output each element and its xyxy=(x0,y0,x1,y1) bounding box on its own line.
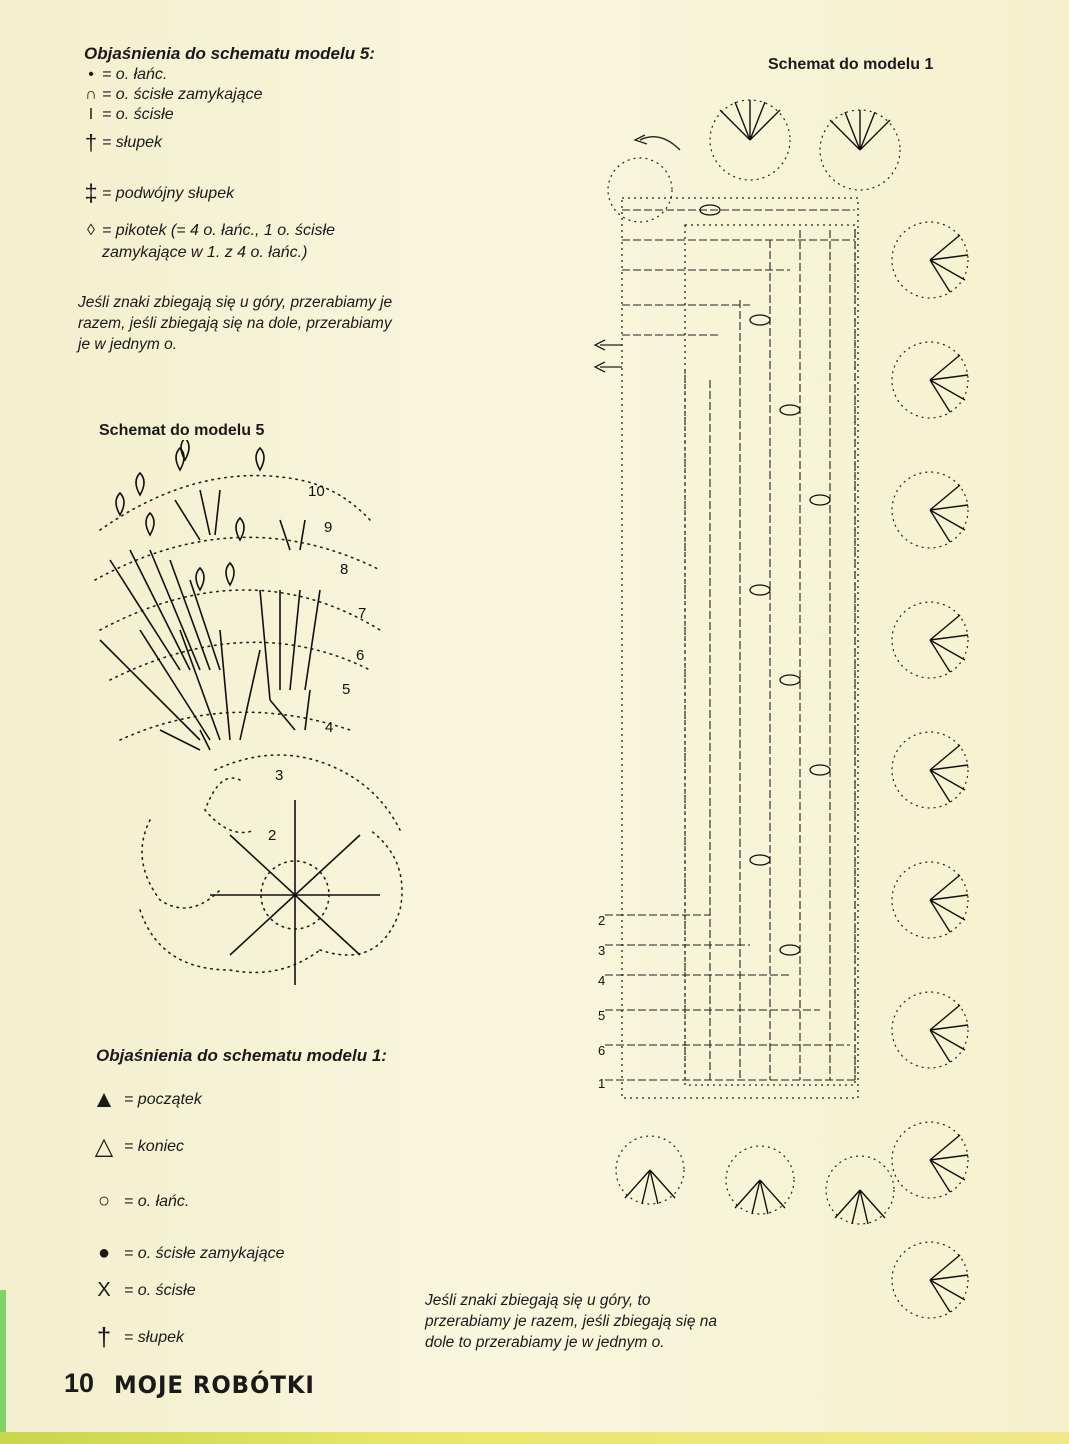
round-label: 5 xyxy=(342,681,351,698)
model5-legend-item: ◊ = pikotek (= 4 o. łańc., 1 o. ścisłe zamykające w 1. z 4 o. łańc.) xyxy=(80,220,400,264)
row-label: 1 xyxy=(598,1076,606,1091)
treble-crochet-icon: ‡ xyxy=(84,180,98,207)
model5-legend-item: • = o. łańc. xyxy=(80,66,167,84)
model5-note: Jeśli znaki zbiegają się u góry, przerabiamy je razem, jeśli zbiegają się na dole, przerabiamy je w jednym o. xyxy=(78,294,393,353)
page-edge-bottom xyxy=(0,1432,1069,1444)
double-crochet-icon: † xyxy=(84,130,98,155)
model5-legend-item: ∩ = o. ścisłe zamykające xyxy=(80,86,263,104)
magazine-title: MOJE ROBÓTKI xyxy=(114,1371,315,1399)
model1-legend-item: X = o. ścisłe xyxy=(84,1279,196,1302)
model5-legend-item: † = słupek xyxy=(80,130,162,156)
model5-legend-heading: Objaśnienia do schematu modelu 5: xyxy=(84,44,375,63)
round-label: 6 xyxy=(356,647,365,664)
page-number: 10 xyxy=(64,1368,95,1398)
model1-legend-item: ○ = o. łańc. xyxy=(84,1190,189,1213)
schemat5-diagram xyxy=(80,440,420,1020)
chain-stitch-icon: • xyxy=(88,66,94,83)
slip-stitch-icon: ∩ xyxy=(85,86,97,103)
end-arrow-icon: △ xyxy=(94,1133,114,1160)
slip-stitch-icon: ● xyxy=(97,1242,111,1264)
round-label: 7 xyxy=(358,605,367,622)
round-label: 3 xyxy=(275,767,284,784)
model1-legend-item: △ = koniec xyxy=(84,1132,184,1161)
model1-legend-item: ● = o. ścisłe zamykające xyxy=(84,1242,285,1265)
model1-legend-item: ▲ = początek xyxy=(84,1086,202,1114)
round-label: 8 xyxy=(340,561,349,578)
start-arrow-icon: ▲ xyxy=(92,1086,116,1113)
chain-stitch-icon: ○ xyxy=(97,1190,111,1212)
model5-legend-item: ‡ = podwójny słupek xyxy=(80,180,234,208)
schemat5-title: Schemat do modelu 5 xyxy=(99,422,265,439)
page-edge-left xyxy=(0,1290,6,1440)
row-label: 3 xyxy=(598,943,606,958)
model1-legend-heading: Objaśnienia do schematu modelu 1: xyxy=(96,1046,387,1065)
round-label: 2 xyxy=(268,827,277,844)
round-label: 10 xyxy=(308,483,325,500)
round-label: 4 xyxy=(325,719,334,736)
single-crochet-icon: I xyxy=(88,106,94,123)
double-crochet-icon: † xyxy=(96,1322,112,1352)
picot-icon: ◊ xyxy=(87,222,95,239)
row-label: 5 xyxy=(598,1008,606,1023)
row-label: 2 xyxy=(598,913,606,928)
model1-note: Jeśli znaki zbiegają się u góry, to przerabiamy je razem, jeśli zbiegają się na dole to przerabiamy je w jednym o. xyxy=(425,1292,718,1351)
row-label: 4 xyxy=(598,973,606,988)
schemat1-diagram xyxy=(560,80,980,1400)
single-crochet-icon: X xyxy=(97,1279,111,1301)
row-label: 6 xyxy=(598,1043,606,1058)
round-label: 9 xyxy=(324,519,333,536)
schemat1-title: Schemat do modelu 1 xyxy=(768,56,934,73)
model1-legend-item: † = słupek xyxy=(84,1322,184,1353)
model5-legend-item: I = o. ścisłe xyxy=(80,106,174,124)
